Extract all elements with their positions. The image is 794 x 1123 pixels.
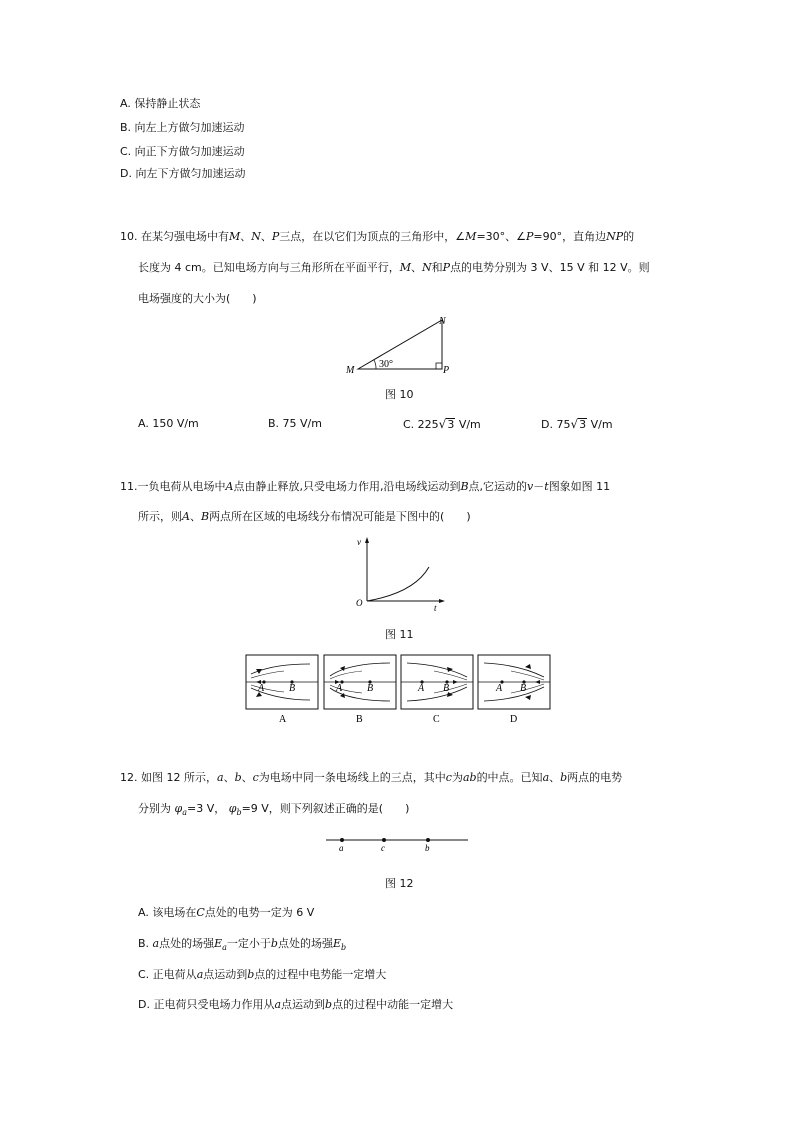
q10-text: 和: [431, 261, 443, 274]
subscript: a: [222, 943, 227, 953]
radicand: 3: [447, 418, 455, 431]
panel-label: C: [433, 714, 440, 725]
figure-10-caption: 图 10: [385, 388, 414, 401]
var-a: A: [182, 510, 190, 523]
var-a: a: [152, 937, 160, 950]
q12-text: 两点的电势: [567, 771, 623, 784]
point-b: B: [520, 683, 527, 694]
radicand: 3: [579, 418, 587, 431]
subscript: a: [182, 808, 187, 818]
option-text: C. 225: [403, 418, 439, 431]
option-text: 点处的场强: [277, 937, 333, 950]
panel-label: B: [356, 714, 363, 725]
sep: 、: [260, 230, 272, 243]
angle-label: 30°: [379, 359, 393, 370]
var-e: E: [214, 937, 223, 950]
q10-text: 点的电势分别为 3 V、15 V 和 12 V。则: [450, 261, 650, 274]
field-line-figure: [322, 832, 472, 854]
option-text: A. 该电场在: [138, 906, 197, 919]
q10-option-b: B. 75 V/m: [268, 417, 322, 430]
option-text: 点运动到: [203, 968, 248, 981]
var-b: b: [325, 998, 333, 1011]
sep: 、: [240, 230, 252, 243]
subscript: b: [341, 943, 347, 953]
point-b: B: [367, 683, 374, 694]
var-p: P: [442, 261, 451, 274]
option-text: C. 正电荷从: [138, 968, 197, 981]
var-c: c: [445, 771, 452, 784]
label-p: P: [443, 365, 450, 376]
q10-text: =90°，直角边: [533, 230, 607, 243]
var-c: C: [196, 906, 205, 919]
q12-text: 分别为: [138, 802, 171, 815]
var-a: a: [542, 771, 550, 784]
sep: 、: [241, 771, 253, 784]
q12-text: 的中点。已知: [476, 771, 543, 784]
option-text: 点处的场强: [159, 937, 215, 950]
var-a: A: [225, 480, 234, 493]
q11-text: 、: [189, 510, 201, 523]
q12-text: =3 V，: [186, 802, 226, 815]
point-c-label: c: [381, 843, 385, 853]
q9-option-d: D. 向左下方做匀加速运动: [120, 167, 246, 180]
var-n: N: [422, 261, 432, 274]
var-ab: ab: [462, 771, 477, 784]
var-a: a: [274, 998, 282, 1011]
q10-text: 的: [623, 230, 635, 243]
q10-line-3: 电场强度的大小为( ): [138, 292, 257, 305]
option-text: B.: [138, 937, 153, 950]
q11-text: 一负电荷从电场中: [137, 480, 226, 493]
var-b: b: [560, 771, 568, 784]
q10-option-c: [403, 417, 481, 432]
var-e: E: [332, 937, 341, 950]
sep: 、: [411, 261, 423, 274]
sep: 、: [223, 771, 235, 784]
var-a: a: [196, 968, 204, 981]
q12-option-b: [138, 937, 346, 955]
q12-line-2: [138, 802, 409, 820]
var-b: b: [234, 771, 242, 784]
var-p: P: [271, 230, 280, 243]
point-b-label: b: [425, 843, 430, 853]
q12-option-d: [138, 998, 453, 1012]
var-t: t: [544, 480, 549, 493]
var-a: a: [217, 771, 224, 784]
panel-label: A: [279, 714, 287, 725]
option-text: 点的过程中动能一定增大: [332, 998, 454, 1011]
var-b: b: [270, 937, 278, 950]
q11-line-2: [138, 510, 471, 524]
q12-number: 12.: [120, 771, 138, 784]
panel-c: [401, 655, 473, 725]
q10-triangle-figure: [340, 312, 460, 378]
q9-option-b: B. 向左上方做匀加速运动: [120, 121, 245, 134]
option-text: 点处的电势一定为 6 V: [204, 906, 315, 919]
panel-label: D: [510, 714, 518, 725]
subscript: b: [236, 808, 242, 818]
var-phi: φ: [228, 802, 237, 815]
vt-graph: [348, 534, 448, 612]
q12-line-1: [120, 771, 622, 785]
q11-text: 两点所在区域的电场线分布情况可能是下图中的( ): [209, 510, 471, 523]
q12-option-a: [138, 906, 314, 920]
q10-text: =30°、∠: [476, 230, 527, 243]
q11-text: 所示，则: [138, 510, 182, 523]
var-b: B: [460, 480, 469, 493]
q10-text: 三点，在以它们为顶点的三角形中，∠: [279, 230, 466, 243]
label-n: N: [439, 316, 446, 327]
option-text: 点运动到: [281, 998, 326, 1011]
panel-d: [478, 655, 550, 725]
var-c: c: [252, 771, 259, 784]
q10-text: 长度为 4 cm。已知电场方向与三角形所在平面平行，: [138, 261, 400, 274]
axis-t-label: t: [434, 603, 437, 612]
sep: 、: [549, 771, 561, 784]
point-a-label: a: [339, 843, 344, 853]
figure-12-caption: 图 12: [385, 877, 414, 890]
q11-text: －: [533, 480, 545, 493]
origin-label: O: [356, 598, 363, 608]
q10-line-1: [120, 230, 634, 244]
q10-number: 10.: [120, 230, 138, 243]
panel-a: [246, 655, 318, 725]
q12-text: =9 V，则下列叙述正确的是( ): [241, 802, 410, 815]
q11-number: 11.: [120, 480, 138, 493]
q9-option-c: C. 向正下方做匀加速运动: [120, 145, 245, 158]
point-a: A: [418, 683, 425, 694]
option-text: V/m: [455, 418, 481, 431]
q10-text: 在某匀强电场中有: [141, 230, 229, 243]
q10-option-d: [541, 417, 613, 432]
figure-11-caption: 图 11: [385, 628, 414, 641]
sqrt-sign: √: [438, 417, 447, 431]
point-b: B: [443, 683, 450, 694]
axis-v-label: v: [357, 537, 361, 547]
q12-text: 为: [451, 771, 463, 784]
var-m: M: [399, 261, 412, 274]
option-text: 点的过程中电势能一定增大: [254, 968, 387, 981]
var-m: M: [465, 230, 477, 243]
q12-option-c: [138, 968, 386, 982]
var-n: N: [251, 230, 261, 243]
option-text: D. 正电荷只受电场力作用从: [138, 998, 275, 1011]
q11-text: 点由静止释放,只受电场力作用,沿电场线运动到: [233, 480, 461, 493]
option-text: D. 75: [541, 418, 571, 431]
q11-text: 图象如图 11: [548, 480, 611, 493]
panel-b: [324, 655, 396, 725]
q10-option-a: A. 150 V/m: [138, 417, 199, 430]
var-b: b: [247, 968, 255, 981]
var-m: M: [229, 230, 241, 243]
point-a: A: [336, 683, 343, 694]
q10-line-2: [138, 261, 650, 275]
q12-text: 为电场中同一条电场线上的三点，其中: [258, 771, 446, 784]
label-m: M: [346, 365, 355, 376]
q11-line-1: [120, 480, 610, 494]
q11-text: 点,它运动的: [468, 480, 528, 493]
var-phi: φ: [174, 802, 183, 815]
sqrt-sign: √: [570, 417, 579, 431]
point-a: A: [258, 683, 265, 694]
field-line-panels: [244, 654, 552, 726]
option-text: 一定小于: [226, 937, 271, 950]
q12-text: 如图 12 所示，: [141, 771, 217, 784]
var-v: v: [527, 480, 534, 493]
q9-option-a: A. 保持静止状态: [120, 97, 201, 110]
point-a: A: [496, 683, 503, 694]
point-b: B: [289, 683, 296, 694]
option-text: V/m: [587, 418, 613, 431]
var-p: P: [526, 230, 534, 243]
var-np: NP: [606, 230, 624, 243]
var-b: B: [200, 510, 210, 523]
